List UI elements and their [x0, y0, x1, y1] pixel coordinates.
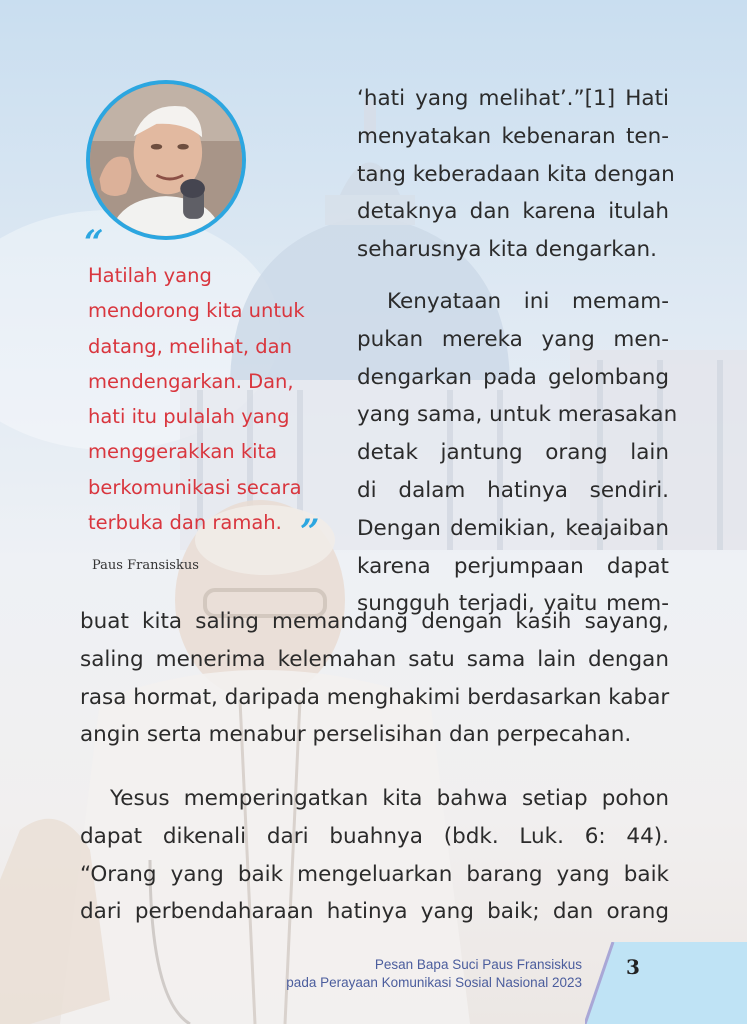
pull-quote-line: menggerakkan kita — [88, 440, 278, 464]
pull-quote-line: datang, melihat, dan — [88, 334, 292, 358]
text-line: ‘hati yang melihat’.”[1] Hati — [357, 86, 669, 111]
text-line: seharusnya kita dengarkan. — [357, 237, 657, 263]
text-line: buat kita saling memandang dengan kasih sayang, — [80, 609, 669, 634]
pull-quote-line: berkomunikasi secara — [88, 475, 302, 499]
text-line: angin serta menabur perselisihan dan perpecahan. — [80, 722, 632, 748]
text-line: sungguh terjadi, yaitu mem- — [357, 591, 669, 617]
page-number-tab — [585, 942, 747, 1024]
pope-portrait — [86, 80, 246, 240]
text-line: menyatakan kebenaran ten- — [357, 123, 669, 149]
text-line: dari perbendaharaan hatinya yang baik; dan orang — [80, 899, 669, 925]
running-footer — [286, 956, 582, 992]
page-number: 3 — [626, 955, 640, 979]
pull-quote-line: mendengarkan. Dan, — [88, 369, 294, 393]
text-line: dapat dikenali dari buahnya (bdk. Luk. 6: 44). — [80, 823, 669, 849]
text-line: detak jantung orang lain — [357, 440, 669, 466]
text-line: yang sama, untuk merasakan — [357, 402, 678, 428]
pull-quote — [88, 258, 338, 540]
pull-quote-line: mendorong kita untuk — [88, 299, 305, 323]
text-line: detaknya dan karena itulah — [357, 199, 669, 225]
pull-quote-line: Hatilah yang — [88, 264, 212, 287]
paragraph-kenyataan-continued — [80, 603, 669, 754]
text-line: “Orang yang baik mengeluarkan barang yang baik — [80, 861, 669, 887]
footer-line-2: pada Perayaan Komunikasi Sosial Nasional 2023 — [286, 975, 582, 990]
footer-line-1: Pesan Bapa Suci Paus Fransiskus — [374, 957, 582, 972]
paragraph-continued — [357, 80, 675, 269]
text-line: saling menerima kelemahan satu sama lain dengan — [80, 646, 669, 672]
pope-photo-icon — [90, 84, 242, 236]
text-line: tang keberadaan kita dengan — [357, 161, 675, 187]
paragraph-yesus — [80, 780, 669, 931]
pull-quote-line: terbuka dan ramah. — [88, 511, 282, 535]
text-line: dengarkan pada gelombang — [357, 364, 669, 390]
paragraph-kenyataan — [357, 283, 678, 623]
close-quote-icon: ” — [300, 512, 320, 552]
open-quote-icon: “ — [84, 223, 104, 263]
pull-quote-line: hati itu pulalah yang — [88, 405, 290, 429]
text-line: di dalam hatinya sendiri. — [357, 477, 669, 503]
text-line: karena perjumpaan dapat — [357, 553, 669, 579]
text-line: Dengan demikian, keajaiban — [357, 515, 669, 541]
text-line: Kenyataan ini memam- — [387, 289, 669, 314]
text-line: rasa hormat, daripada menghakimi berdasarkan kabar — [80, 684, 670, 710]
text-line: pukan mereka yang men- — [357, 326, 669, 352]
text-line: Yesus memperingatkan kita bahwa setiap pohon — [110, 786, 669, 811]
quote-attribution: Paus Fransiskus — [92, 558, 199, 573]
